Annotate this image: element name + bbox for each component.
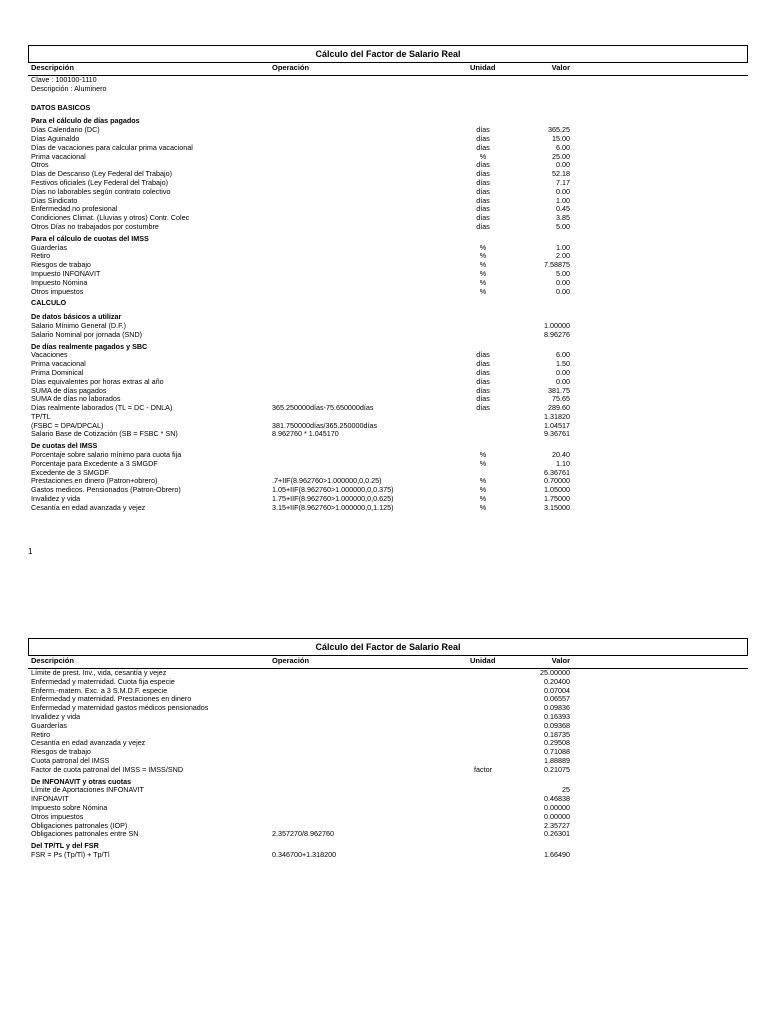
- row-value: 1.31820: [544, 411, 570, 421]
- table-row: [28, 804, 748, 813]
- row-value: 1.10: [556, 458, 570, 468]
- page-number: 1: [28, 547, 33, 556]
- row-description: Días de vacaciones para calcular prima vacacional: [31, 142, 193, 152]
- table-row: [28, 351, 748, 360]
- row-operation: 8.962760 * 1.045170: [272, 429, 339, 439]
- page-title: Cálculo del Factor de Salario Real: [28, 45, 748, 63]
- row-value: 0.26301: [544, 829, 570, 839]
- row-value: 0.16393: [544, 711, 570, 721]
- row-unit: %: [479, 251, 487, 261]
- row-value: 1.00: [556, 195, 570, 205]
- row-value: 0.00: [556, 277, 570, 287]
- row-unit: %: [479, 458, 487, 468]
- section-fsr: Del TP/TL y del FSR: [31, 841, 99, 851]
- row-unit: días: [476, 213, 490, 223]
- row-description: Salario Base de Cotización (SB = FSBC * SN): [31, 429, 178, 439]
- section-dias-pagados: Para el cálculo de días pagados: [31, 116, 140, 126]
- row-value: 0.09368: [544, 720, 570, 730]
- row-unit: días: [476, 367, 490, 377]
- row-description: Otros Días no trabajados por costumbre: [31, 221, 159, 231]
- row-value: 5.00: [556, 221, 570, 231]
- table-row: [28, 153, 748, 162]
- row-value: 1.66490: [544, 849, 570, 859]
- table-row: [28, 460, 748, 469]
- row-value: 0.46838: [544, 794, 570, 804]
- row-value: 7.58875: [544, 260, 570, 270]
- table-row: [28, 270, 748, 279]
- table-row: [28, 722, 748, 731]
- table-row: [28, 378, 748, 387]
- row-value: 20.40: [552, 450, 570, 460]
- row-value: 1.88889: [544, 755, 570, 765]
- row-value: 25: [562, 785, 570, 795]
- row-description: Retiro: [31, 729, 51, 739]
- row-description: Enfermedad no profesional: [31, 204, 118, 214]
- row-unit: %: [479, 242, 487, 252]
- basicos-list: [28, 322, 748, 340]
- row-description: Días equivalentes por horas extras al año: [31, 376, 164, 386]
- row-description: Prestaciones en dinero (Patron+obrero): [31, 476, 158, 486]
- table-row: [28, 331, 748, 340]
- section-realmente: De días realmente pagados y SBC: [31, 341, 148, 351]
- row-description: Enfermedad y maternidad. Cuota fija especie: [31, 676, 175, 686]
- row-value: 52.18: [552, 169, 570, 179]
- table-row: [28, 197, 748, 206]
- row-operation: 1.05+IIF(8.962760>1.000000,0,0.375): [272, 485, 394, 495]
- row-unit: %: [479, 260, 487, 270]
- table-row: [28, 188, 748, 197]
- imss-list: [28, 244, 748, 297]
- row-value: 0.00000: [544, 811, 570, 821]
- row-description: Festivos oficiales (Ley Federal del Trabajo): [31, 177, 169, 187]
- row-unit: factor: [474, 764, 492, 774]
- row-description: Vacaciones: [31, 350, 68, 360]
- row-value: 1.75000: [544, 494, 570, 504]
- table-row: [28, 830, 748, 839]
- row-value: 5.00: [556, 268, 570, 278]
- table-row: [28, 244, 748, 253]
- table-row: [28, 288, 748, 297]
- row-value: 381.75: [548, 385, 570, 395]
- row-description: FSR = Ps (Tp/Tl) + Tp/Tl: [31, 849, 110, 859]
- row-value: 1.05000: [544, 485, 570, 495]
- row-value: 6.36761: [544, 467, 570, 477]
- row-value: 1.00000: [544, 320, 570, 330]
- descripcion-line: Descripción : Aluminero: [31, 83, 107, 93]
- row-value: 1.00: [556, 242, 570, 252]
- section-cuotas: De cuotas del IMSS: [31, 441, 98, 451]
- row-unit: días: [476, 125, 490, 135]
- section-datos-basicos: DATOS BASICOS: [31, 102, 91, 112]
- row-description: SUMA de días no laborados: [31, 394, 121, 404]
- row-description: Días no laborables según contrato colectivo: [31, 186, 171, 196]
- row-value: 0.00: [556, 186, 570, 196]
- table-row: [28, 252, 748, 261]
- imss-cuotas-list: [28, 669, 748, 775]
- row-description: Cuota patronal del IMSS: [31, 755, 110, 765]
- row-unit: días: [476, 359, 490, 369]
- row-description: Límite de Aportaciones INFONAVIT: [31, 785, 144, 795]
- row-unit: %: [479, 502, 487, 512]
- row-description: Impuesto sobre Nómina: [31, 802, 108, 812]
- table-row: [28, 413, 748, 422]
- row-unit: días: [476, 142, 490, 152]
- table-row: [28, 387, 748, 396]
- row-description: Prima vacacional: [31, 151, 86, 161]
- row-value: 2.35727: [544, 820, 570, 830]
- page-1: [28, 45, 748, 513]
- realmente-list: [28, 351, 748, 439]
- row-description: Cesantía en edad avanzada y vejez: [31, 502, 146, 512]
- row-description: Factor de cuota patronal del IMSS = IMSS/SND: [31, 764, 184, 774]
- header-operacion: Operación: [272, 63, 310, 72]
- row-unit: días: [476, 403, 490, 413]
- row-value: 0.00: [556, 160, 570, 170]
- row-description: Otros impuestos: [31, 811, 84, 821]
- row-value: 0.00: [556, 376, 570, 386]
- table-row: [28, 748, 748, 757]
- cuotas-list: [28, 451, 748, 513]
- header-unidad: Unidad: [470, 656, 496, 665]
- table-row: [28, 261, 748, 270]
- row-value: 3.15000: [544, 502, 570, 512]
- row-unit: días: [476, 169, 490, 179]
- row-description: Días Aguinaldo: [31, 133, 80, 143]
- header-descripcion: Descripción: [31, 63, 74, 72]
- table-row: [28, 223, 748, 232]
- table-row: [28, 404, 748, 413]
- row-description: Riesgos de trabajo: [31, 260, 91, 270]
- row-description: Invalidez y vida: [31, 711, 81, 721]
- row-description: Otros impuestos: [31, 286, 84, 296]
- row-unit: días: [476, 376, 490, 386]
- row-description: SUMA de días pagados: [31, 385, 107, 395]
- table-header: [28, 63, 748, 76]
- row-description: Días Calendario (DC): [31, 125, 100, 135]
- section-calculo: CALCULO: [31, 298, 67, 308]
- row-value: 365.25: [548, 125, 570, 135]
- table-row: [28, 704, 748, 713]
- table-row: [28, 504, 748, 513]
- row-description: Porcentaje para Excedente a 3 SMGDF: [31, 458, 158, 468]
- row-value: 0.71088: [544, 747, 570, 757]
- row-unit: %: [479, 450, 487, 460]
- row-unit: días: [476, 160, 490, 170]
- row-unit: días: [476, 133, 490, 143]
- row-value: 8.96276: [544, 329, 570, 339]
- row-description: Retiro: [31, 251, 51, 261]
- fsr-list: [28, 851, 748, 860]
- section-infonavit: De INFONAVIT y otras cuotas: [31, 776, 132, 786]
- row-description: Gastos medicos. Pensionados (Patron-Obrero): [31, 485, 181, 495]
- row-unit: %: [479, 494, 487, 504]
- row-value: 289.60: [548, 403, 570, 413]
- row-operation: .7+IIF(8.962760>1.000000,0,0.25): [272, 476, 382, 486]
- row-value: 6.00: [556, 350, 570, 360]
- row-description: Salario Nominal por jornada (SND): [31, 329, 143, 339]
- table-row: [28, 430, 748, 439]
- table-row: [28, 739, 748, 748]
- row-operation: 1.75+IIF(8.962760>1.000000,0,0.625): [272, 494, 394, 504]
- row-description: Obligaciones patronales (IOP): [31, 820, 128, 830]
- row-unit: %: [479, 151, 487, 161]
- row-value: 6.00: [556, 142, 570, 152]
- infonavit-list: [28, 786, 748, 839]
- clave-line: Clave : 100100-1110: [31, 75, 97, 84]
- row-description: TP/TL: [31, 411, 51, 421]
- row-operation: 365.250000días-75.650000días: [272, 403, 374, 413]
- row-description: Cesantía en edad avanzada y vejez: [31, 738, 146, 748]
- dias-pagados-list: [28, 126, 748, 232]
- row-description: Otros: [31, 160, 49, 170]
- row-description: Impuesto Nómina: [31, 277, 88, 287]
- row-unit: días: [476, 186, 490, 196]
- row-operation: 3.15+IIF(8.962760>1.000000,0,1.125): [272, 502, 394, 512]
- row-description: Invalidez y vida: [31, 494, 81, 504]
- table-row: [28, 279, 748, 288]
- row-unit: %: [479, 286, 487, 296]
- row-unit: días: [476, 350, 490, 360]
- header-valor: Valor: [551, 63, 570, 72]
- row-unit: días: [476, 221, 490, 231]
- row-value: 0.45: [556, 204, 570, 214]
- row-value: 0.07004: [544, 685, 570, 695]
- row-unit: días: [476, 394, 490, 404]
- header-unidad: Unidad: [470, 63, 496, 72]
- row-description: Porcentaje sobre salario mínimo para cuota fija: [31, 450, 182, 460]
- row-value: 75.65: [552, 394, 570, 404]
- row-description: INFONAVIT: [31, 794, 69, 804]
- row-value: 2.00: [556, 251, 570, 261]
- row-unit: %: [479, 476, 487, 486]
- table-row: [28, 795, 748, 804]
- row-description: Días Sindicato: [31, 195, 78, 205]
- row-description: Enfermedad y maternidad. Prestaciones en dinero: [31, 694, 192, 704]
- row-value: 25.00000: [540, 668, 570, 677]
- page-2: [28, 638, 748, 860]
- row-description: Guarderías: [31, 242, 67, 252]
- row-value: 0.00: [556, 367, 570, 377]
- table-row: [28, 851, 748, 860]
- table-row: [28, 126, 748, 135]
- row-description: Enfermedad y maternidad gastos médicos pensionados: [31, 703, 209, 713]
- table-row: [28, 786, 748, 795]
- row-value: 0.06557: [544, 694, 570, 704]
- row-description: Prima vacacional: [31, 359, 86, 369]
- row-unit: días: [476, 177, 490, 187]
- row-description: (FSBC = DPA/DPCAL): [31, 420, 104, 430]
- row-value: 9.36761: [544, 429, 570, 439]
- row-value: 3.85: [556, 213, 570, 223]
- row-value: 0.20400: [544, 676, 570, 686]
- header-descripcion: Descripción: [31, 656, 74, 665]
- row-operation: 381.750000días/365.250000días: [272, 420, 378, 430]
- row-description: Riesgos de trabajo: [31, 747, 91, 757]
- row-unit: días: [476, 195, 490, 205]
- table-row: [28, 360, 748, 369]
- row-unit: días: [476, 385, 490, 395]
- row-unit: días: [476, 204, 490, 214]
- section-basicos: De datos básicos a utilizar: [31, 312, 122, 322]
- table-row: [28, 766, 748, 775]
- row-value: 0.29508: [544, 738, 570, 748]
- section-imss: Para el cálculo de cuotas del IMSS: [31, 233, 149, 243]
- row-unit: %: [479, 268, 487, 278]
- row-description: Salario Mínimo General (D.F.): [31, 320, 127, 330]
- row-value: 0.21075: [544, 764, 570, 774]
- row-description: Enferm.-matern. Exc. a 3 S.M.D.F. especie: [31, 685, 168, 695]
- row-value: 1.50: [556, 359, 570, 369]
- row-value: 15.00: [552, 133, 570, 143]
- row-description: Guarderías: [31, 720, 67, 730]
- row-description: Días realmente laborados (TL = DC - DNLA): [31, 403, 173, 413]
- row-value: 25.00: [552, 151, 570, 161]
- row-description: Impuesto INFONAVIT: [31, 268, 101, 278]
- row-value: 0.09836: [544, 703, 570, 713]
- row-value: 7.17: [556, 177, 570, 187]
- row-description: Días de Descanso (Ley Federal del Trabajo): [31, 169, 173, 179]
- row-description: Límite de prest. Inv., vida, cesantía y vejez: [31, 668, 167, 677]
- row-unit: %: [479, 485, 487, 495]
- table-row: [28, 144, 748, 153]
- row-operation: 0.346700+1.318200: [272, 849, 337, 859]
- table-row: [28, 813, 748, 822]
- row-description: Condiciones Climat. (Lluvias y otros) Contr. Colec: [31, 213, 190, 223]
- page-title-2: Cálculo del Factor de Salario Real: [28, 638, 748, 656]
- header-valor: Valor: [551, 656, 570, 665]
- row-unit: %: [479, 277, 487, 287]
- row-value: 0.00: [556, 286, 570, 296]
- table-row: [28, 713, 748, 722]
- row-description: Prima Dominical: [31, 367, 84, 377]
- row-value: 0.18735: [544, 729, 570, 739]
- row-value: 0.70000: [544, 476, 570, 486]
- row-value: 0.00000: [544, 802, 570, 812]
- row-description: Excedente de 3 SMGDF: [31, 467, 109, 477]
- row-value: 1.04517: [544, 420, 570, 430]
- row-description: Obligaciones patronales entre SN: [31, 829, 139, 839]
- row-operation: 2.357270/8.962760: [272, 829, 334, 839]
- header-operacion: Operación: [272, 656, 310, 665]
